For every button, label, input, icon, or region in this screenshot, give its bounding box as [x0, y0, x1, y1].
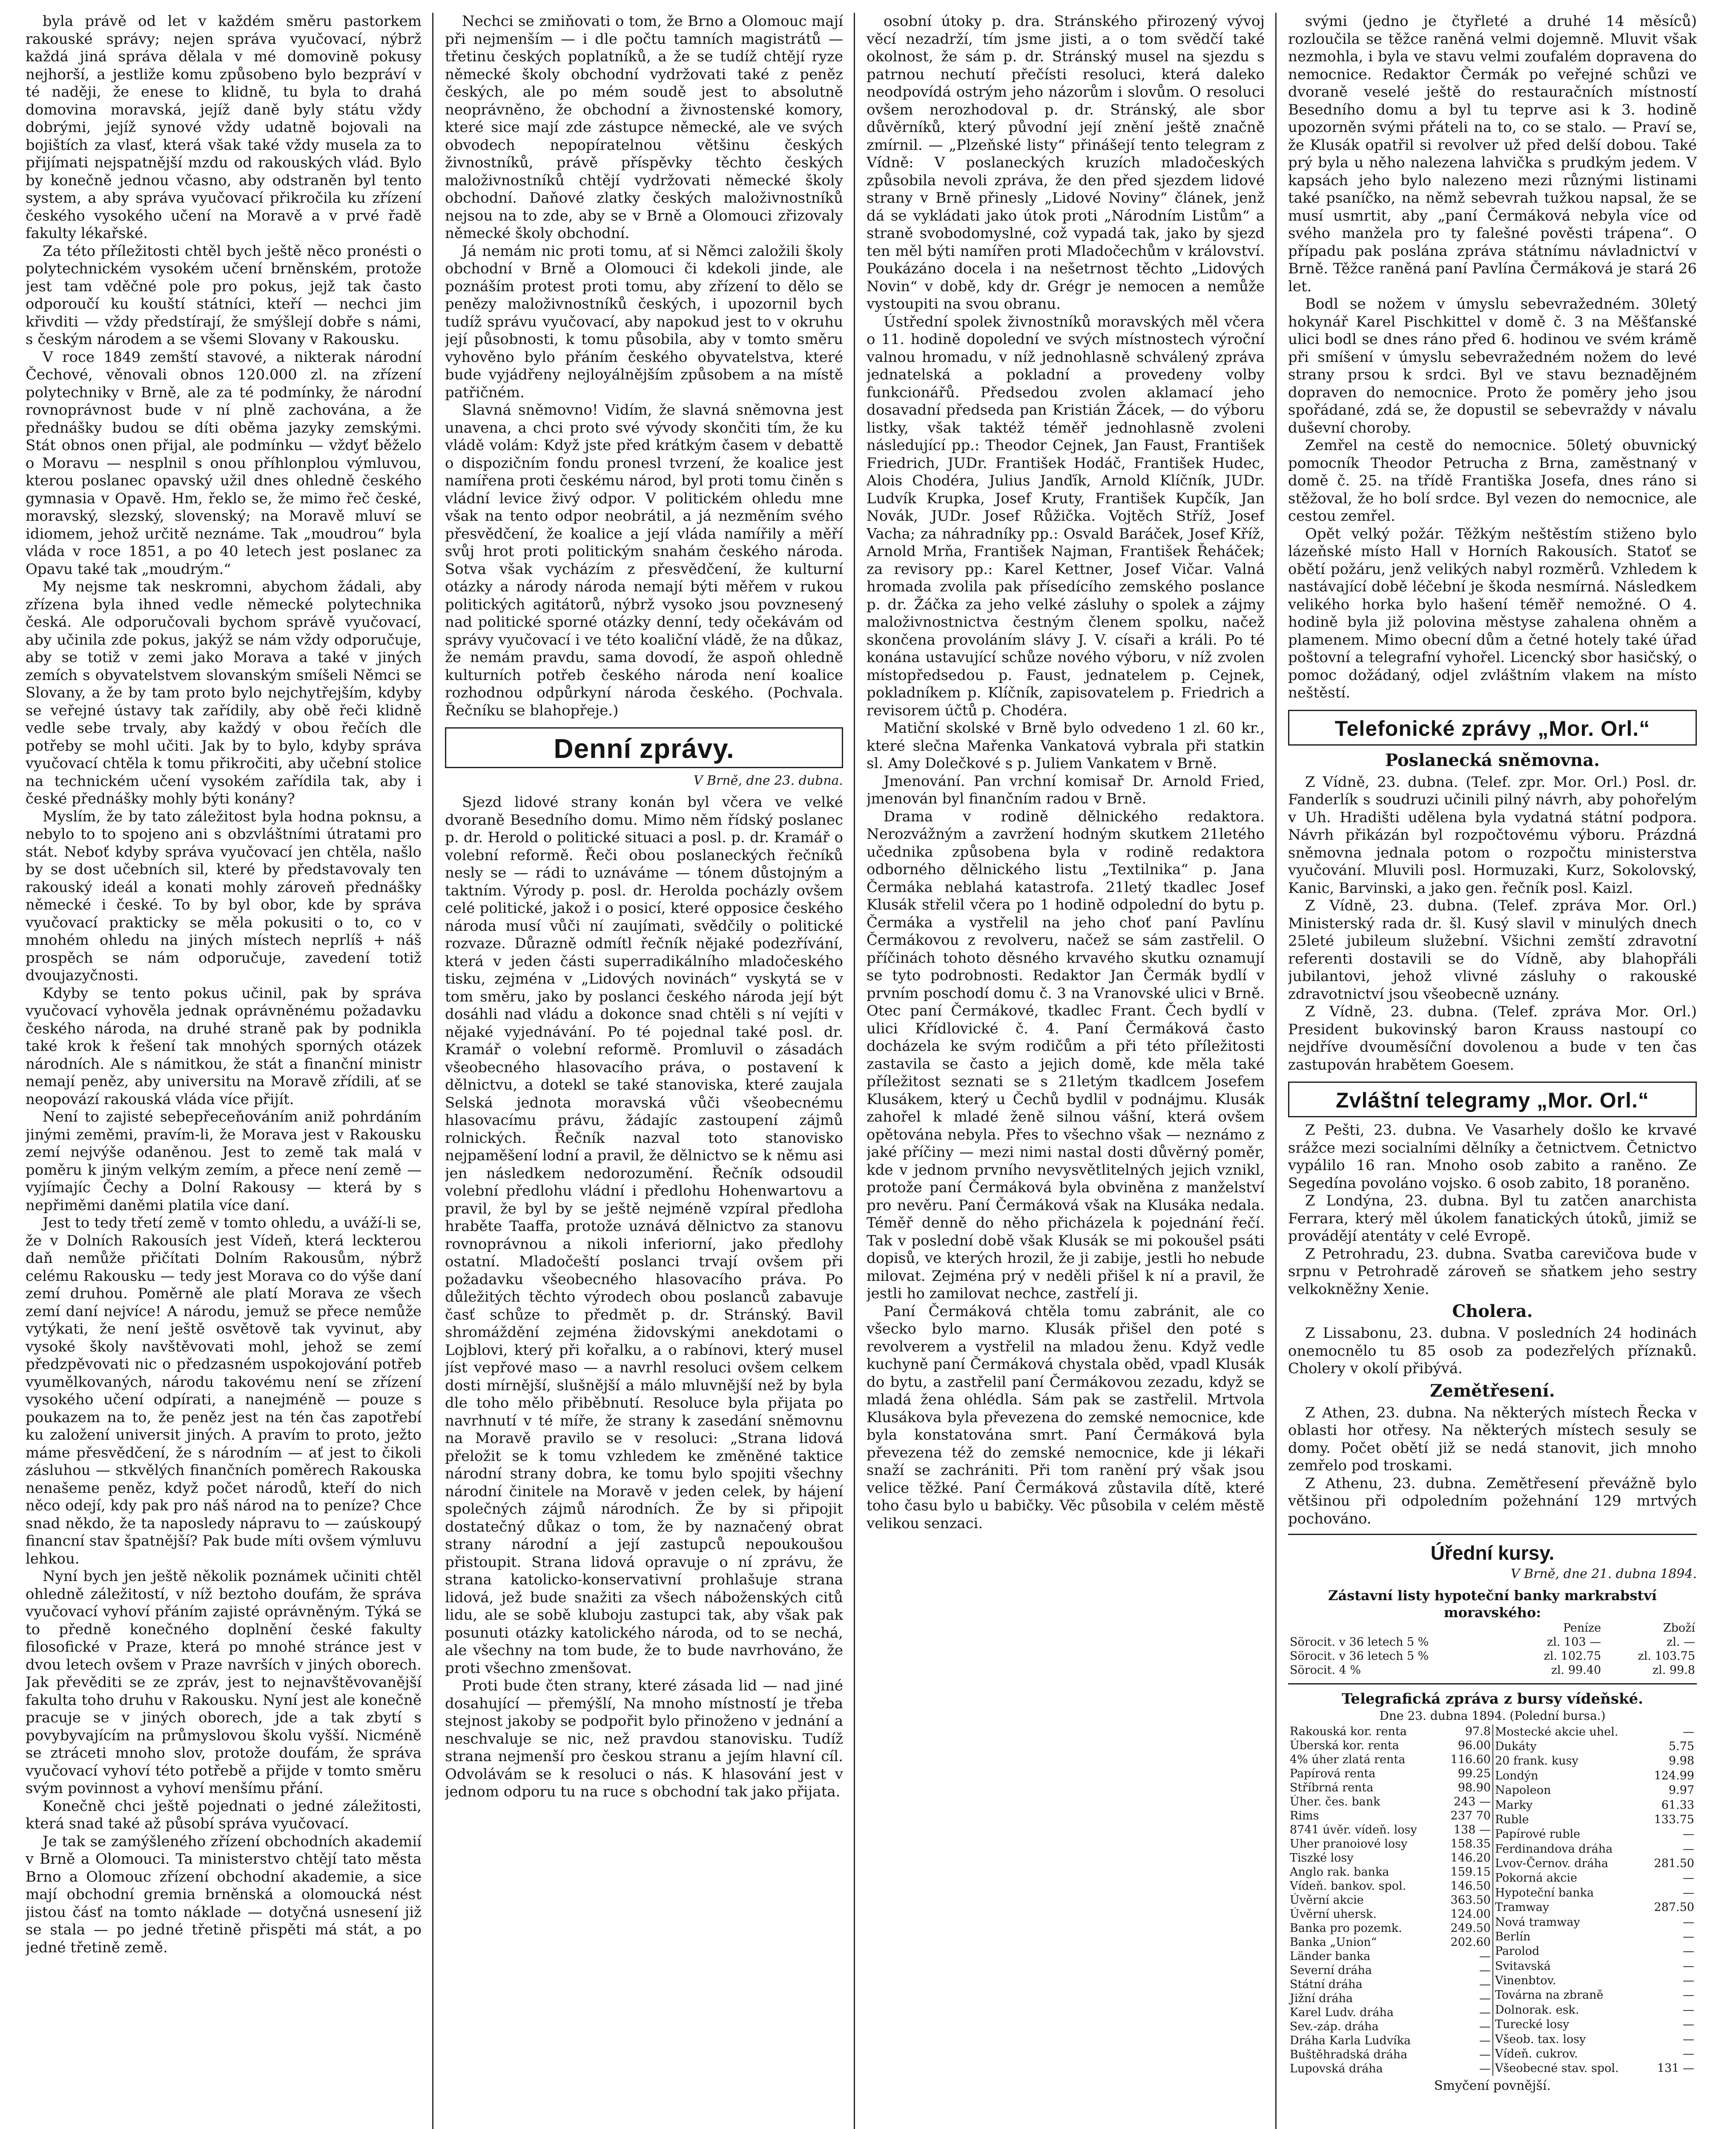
article-paragraph: Sjezd lidové strany konán byl včera ve velké dvoraně Besedního domu. Mimo něm řídský poslanec p. dr. Herold o politické situaci a posl. p. dr. Kramář o volební reformě. Řeči obou poslaneckých řečníků nesly se — rádi to uznáváme — tónem důstojným a taktním. Výrody p. posl. dr. Herolda pocházly ovšem celé politické, jakož i o posicí, které opposice českého národa musí vůči ní zaujímati, svědčily o politické rozvaze. Důrazně odmítl řečník nějaké podezřívání, která v jeden části superradikálního mladočeského tisku, zejména v „Lidových novinách“ vyskytá se v tom směru, jako by poslanci českého národa její být dosáhli nad vládu a dokonce snad chtěli s ní vejíti v nějaké vyjednávání. Po té pojednal také posl. dr. Kramář o volební reformě. Promluvil o zásadách všeobecného hlasovacího práva, o postavení k dělnictvu, a dotekl se také stanoviska, které zaujala Selská jednota moravská vůči všeobecnému hlasovacímu právu, žádajíc zastoupení zájmů rolnických. Řečník nazval toto stanovisko nejpaměšení lodní a pravil, že dělnictvo se k němu asi jen následkem nedorozumění. Řečník odsoudil volební předlohu vládní i předlohu Hohenwartovu a pravil, že byl by se ještě nejméně vzpíral předloha hraběte Taaffa, protože uznává dělnictvo za stanovu rovnoprávnou a nikoli inferiorní, jako předlohy ostatní. Mladočeští poslanci trvají ovšem při požadavku všeobecného hlasovacího práva. Po důležitých těchto výrodech obou poslanců zabavuje časť schůze to předmět p. dr. Stránský. Bavil shromáždění zejména židovskými anekdotami o Lojblovi, který při kořalku, a o rabínovi, který musel jíst vepřové maso — a navrhl resoluci ovšem celkem dosti mírnější, slušnější a málo mluvnější než by byla dle toho mělo přiběbnutí. Resoluce byla přijata po navrhnutí v té míře, že strany k zasedání sněmovnu na Moravě pravilo se v resoluci: „Strana lidová přeložit se k tomu vzhledem ke změněné taktice národní strany dobra, ke tomu bylo spojiti všechny národní činitele na Moravě v jeden celek, by hájení společných zájmů národních. Že by si připojit dostatečný důkaz o tom, že by naznačený obrat strany národní a její zastupců nepoukoušou přistoupit. Strana lidová opravuje o ní zprávu, že strana katolicko-konservativní prohlašuje strana lidová, jež bude snažiti za všech náboženských citů lidu, ale se sobě kluboju zastupci tak, aby však pak posunuti otázky katolického národa, od to se nechá, ale všechny na tom bude, že to bude navrhováno, že proti všechno zmenšovat.: [445, 794, 843, 1677]
cell: 146.50: [1450, 1879, 1491, 1893]
cell: —: [1683, 2003, 1694, 2017]
cell: Marky: [1495, 1798, 1533, 1812]
cell: Lupovská dráha: [1290, 2062, 1383, 2075]
article-paragraph: Já nemám nic proti tomu, ať si Němci založili školy obchodní v Brně a Olomouci či kdekoli jinde, ale poznáším protest proti tomu, aby zřízení to dělo se penězy maloživnostníků českých, i upozornil bych tudíž správu vyučovací, aby napokud jest to v okruhu její působnosti, k tomu působila, aby v tomto směru vyhověno bylo přáním českého obyvatelstva, které bude vyjádřeny nejloyálnějším způsobem a na místě patřičném.: [445, 242, 843, 401]
article-paragraph: Slavná sněmovno! Vidím, že slavná sněmovna jest unavena, a chci proto své vývody skončiti tím, že ku vládě volám: Když jste před krátkým časem v debattě o dispozičním fondu pronesl tvrzení, že koalice jest namířena proti českému národ, byl proti tomu činěn s vládní levice živý odpor. V politickém ohledu mne však na tento odpor neobrátil, a já nezměním svého přesvědčení, že koalice a její vláda namířily a měří svůj hrot proti politickým snahám českého národa. Sotva však vycházím z přesvědčení, že kulturní otázky a národy národa nemají býti měřem v rukou politických agitátorů, nýbrž vysoko jsou povznesený nad politické sporné otázky denní, tedy očekávám od správy vyučovací i ve této koaliční vládě, že na důkaz, že nemám pravdu, sama dovodí, že aspoň ohledně kulturních potřeb českého národa není koalice rozhodnou odpůrkyní národa českého. (Pochvala. Řečníku se blahopřeje.): [445, 402, 843, 719]
cell: Sörocit. 4 %: [1290, 1664, 1361, 1677]
article-paragraph: Z Athen, 23. dubna. Na některých místech Řecka v oblasti hor otřesy. Na některých místech sesuly se domy. Počet obětí již se nedá stanovit, jich mnoho zemřelo pod troskami.: [1288, 1404, 1697, 1474]
cell: Všeob. tax. losy: [1495, 2032, 1586, 2046]
section-title: Denní zprávy.: [554, 733, 735, 764]
article-paragraph: Matiční skolské v Brně bylo odvedeno 1 zl. 60 kr., které slečna Mařenka Vankatová vybrala při statkin sl. Amy Dolečkové s p. Juliem Vankatem v Brně.: [867, 720, 1265, 772]
newspaper-page: [26, 13, 1712, 2129]
article-paragraph: osobní útoky p. dra. Stránského přirozený vývoj věcí nezadrží, tím jsme jisti, a o tom svědčí také okolnost, že sám p. dr. Stránský musel na sjezdu s patrnou nechutí přečísti resoluci, která daleko neodpovídá ostrým jeho názorům i slovům. O resoluci ovšem nerozhodoval p. dr. Stránský, ale sbor důvěrníků, který původní její znění ještě značně zmírnil. — „Plzeňské listy“ přinášejí tento telegram z Vídně: V poslaneckých kruzích mladočeských způsobila nevoli zpráva, že den před sjezdem lidové strany v Brně přinesly „Lidové Noviny“ článek, jenž dá se vykládati jako útok proti „Národním Listům“ a straně svobodomyslné, což vypadá tak, jako by sjezd ten měl býti namířen proti Mladočechům v království. Poukázáno docela i na nešetrnost těchto „Lidových Novin“ v době, kdy dr. Grégr je nemocen a nemůže vystoupiti na svou obranu.: [867, 13, 1265, 313]
cell: Londýn: [1495, 1769, 1538, 1782]
article-paragraph: Z Pešti, 23. dubna. Ve Vasarhely došlo ke krvavé srážce mezi socialními dělníky a četnictvem. Četnictvo vypálilo 16 ran. Mnoho osob zabito a raněno. Ze Segedína povoláno vojsko. 6 osob zabito, 18 poraněno.: [1288, 1122, 1697, 1192]
article-paragraph: Drama v rodině dělnického redaktora. Nerozvážným a zavržení hodným skutkem 21letého učednika způsobena byla v rodině redaktora odborného dělnického listu „Textilnika“ p. Jana Čermáka neblahá katastrofa. 21letý tkadlec Josef Klusák střelil včera po 1 hodině odpolední do bytu p. Čermáka a vystřelil na jeho choť paní Pavlínu Čermákovou z revolveru, načež se sám zastřelil. O příčinách tohoto děsného krvavého skutku oznamují se tyto podrobnosti. Redaktor Jan Čermák bydlí v prvním poschodí domu č. 3 na Vranovské ulici v Brně. Otec paní Čermákové, tkadlec Frant. Čech bydlí v ulici Křídlovické č. 4. Paní Čermáková často docházela ke svým rodičům a při této příležitosti zastavila se často a jejich domě, kde měla také příležitost seznati se s 21letým tkadlcem Josefem Klusákem, který u Čechů bydlil v podnájmu. Klusák zahořel k mladé ženě silnou vášní, která ovšem opětována nebyla. Přes to všechno však — neznámo z jaké příčiny — mezi nimi nastal dosti důvěrný poměr, kde v jednom prvního nevysvětlitelných jejich vznikl, protože paní Čermáková byla obviněna z manželství pro nevěru. Paní Čermáková však na Klusáka nedala. Téměř denně do něho přicházela k pojednání řečí. Tak v poslední době však Klusák se mi pokoušel psáti dopisů, ve kterých hrozil, že ji zabije, jestli ho nebude milovat. Zejména prý v neděli přišel k ní a pravil, že jestli ho zamilovat nechce, zastřelí ji.: [867, 808, 1265, 1302]
cell: Svitavská: [1495, 1959, 1551, 1973]
cell: Uher pranoiové losy: [1290, 1837, 1408, 1851]
cell: zl. 99.8: [1652, 1664, 1695, 1677]
table-row: [1288, 1795, 1492, 1809]
article-paragraph: Kdyby se tento pokus učinil, pak by správa vyučovací vyhověla jednak oprávněnému požadavku českého národa, na druhé straně pak by podnikla také krok k řešení tak mnohých sporných otázek národních. Ale s námitkou, že stát a finanční ministr nemají peněz, aby universitu na Moravě zřídili, ať se neopovází rakouská vláda více přijít.: [26, 984, 422, 1108]
table-row: [1493, 1973, 1696, 1988]
article-paragraph: Z Vídně, 23. dubna. (Telef. zpr. Mor. Orl.) Posl. dr. Fanderlík s soudruzi učinili pilný návrh, aby pohořelým v Uh. Hradišti udělena byla vydatná státní podpora. Návrh přikázán byl rozpočtovému výboru. Prázdná sněmovna jednala potom o rozpočtu ministerstva vyučování. Mluvili posl. Hormuzaki, Kurz, Sokolovský, Kanic, Barvinski, a jako gen. řečník posl. Kaizl.: [1288, 773, 1697, 897]
table-row: [1288, 1893, 1492, 1907]
table-row: [1288, 2062, 1492, 2076]
article-paragraph: Z Vídně, 23. dubna. (Telef. zpráva Mor. Orl.) President bukovinský baron Krauss nastoupí co nejdříve dvouměsíční dovolenou a bude v ten čas zastupován hrabětem Goesem.: [1288, 1003, 1697, 1073]
table-row: [1288, 1879, 1492, 1893]
section-title: Telefonické zprávy „Mor. Orl.“: [1334, 716, 1650, 740]
cell: 9.97: [1668, 1784, 1694, 1797]
column-2: [445, 13, 843, 2129]
cell: Buštěhradská dráha: [1290, 2048, 1408, 2061]
article-paragraph: Konečně chci ještě pojednati o jedné záležitosti, která snad také až působí správa vyučovací.: [26, 1797, 422, 1832]
table-row: [1288, 2048, 1492, 2062]
cell: 159.15: [1450, 1865, 1491, 1879]
cell: Tramway: [1495, 1901, 1549, 1914]
cell: Vídeň. bankov. spol.: [1290, 1879, 1406, 1893]
cell: 5.75: [1668, 1740, 1694, 1753]
article-paragraph: Z Petrohradu, 23. dubna. Svatba carevičova bude v srpnu v Petrohradě zároveň se sňatkem jeho sestry velkokněžny Xenie.: [1288, 1245, 1697, 1298]
table-row: [1493, 1915, 1696, 1929]
cell: —: [1683, 1945, 1694, 1958]
cell: —: [1683, 1725, 1694, 1739]
cell: Jižní dráha: [1290, 1992, 1353, 2005]
article-paragraph: Jmenování. Pan vrchní komisař Dr. Arnold Fried, jmenován byl finančním radou v Brně.: [867, 772, 1265, 807]
cell: —: [1479, 1950, 1491, 1963]
article-paragraph: Z Vídně, 23. dubna. (Telef. zpráva Mor. Orl.) Ministerský rada dr. šl. Kusý slavil v minulých dnech 25leté jubileum služební. Všichni zemští zdravotní referenti dostavili se do Vídně, aby blahopřáli jubilantovi, jehož vlivné zásluhy o rakouské zdravotnictví jsou všeobecně uznány.: [1288, 897, 1697, 1003]
table-row: [1288, 1739, 1492, 1753]
cell: —: [1683, 1828, 1694, 1841]
article-paragraph: Je tak se zamýšleného zřízení obchodních akademií v Brně a Olomouci. Ta ministerstvo chtějí tato města Brno a Olomouc zřízení obchodní akademie, a sice mají obchodní gremia brněnská a olomoucká nést jistou čásť na tomto náklade — dotyčná usnesení již se stala — po jedné třetině přispěti má stát, a po jedné třetině země.: [26, 1833, 422, 1956]
table-row: [1493, 2061, 1696, 2076]
cell: Všeobecné stav. spol.: [1495, 2062, 1619, 2075]
cell: Rims: [1290, 1809, 1319, 1822]
table-header-row: [1288, 1621, 1697, 1635]
divider: [1288, 1683, 1697, 1684]
article-paragraph: Proti bude čten strany, které zásada lid — nad jiné dosahující — přemýšlí, Na mnoho místností je třeba stejnost jakoby se podpořit bylo přinoženo v jednání a neschvaluje se nic, než pravdou stanovisku. Tudíž strana nejmenší pro českou stranu a jejím hlavní cíl. Odvolávám se k resoluci o nás. K hlasování jest v jednom odporu tu na ruce s obchodní tak jako přijata.: [445, 1677, 843, 1800]
cell: Severní dráha: [1290, 1964, 1372, 1977]
article-paragraph: Ústřední spolek živnostníků moravských měl včera o 11. hodině dopolední ve svých místnostech výroční valnou hromadu, v níž jednohlasně schválený zpráva jednatelská a pokladní a provedeny volby funkcionářů. Předsedou zvolen aklamací jeho dosavadní předseda pan Kristián Žácek, — do výboru listky, však taktéž téměř jednohlasně zvoleni následující pp.: Theodor Cejnek, Jan Faust, František Friedrich, JUDr. František Hodáč, František Hudec, Alois Chodéra, Julius Janďík, Arnold Klíčník, JUDr. Ludvík Krupka, Josef Kruty, František Kupčík, Jan Novák, JUDr. Josef Růžička. Vojtěch Stříž, Josef Vacha; za náhradníky pp.: Osvald Baráček, Josef Kříž, Arnold Mrňa, František Najman, František Řeháček; za revisory pp.: Karel Kettner, Josef Vičar. Valná hromada zvolila pak přísedícího zemského poslance p. dr. Žáčka za jeho velké zásluhy o spolek a zájmy maloživnostnictva čestným členem spolku, načež skončena provoláním slávy J. V. císaři a králi. Po té konána ustavující schůze nového výboru, v níž zvolen místopředsedou p. Faust, jednatelem p. Cejnek, pokladníkem p. Klíčník, zapisovatelem p. Friedrich a revisorem účtů p. Chodéra.: [867, 313, 1265, 719]
cell: Úher. čes. bank: [1290, 1795, 1380, 1808]
cell: 202.60: [1450, 1936, 1491, 1949]
cell: 116.60: [1450, 1753, 1491, 1766]
cell: —: [1683, 2047, 1694, 2060]
bursa-table-left: [1288, 1724, 1492, 2076]
table-row: [1288, 1809, 1492, 1823]
cell: —: [1683, 1974, 1694, 1988]
column-1: [26, 13, 422, 2129]
table-row: [1288, 2020, 1492, 2034]
dateline: V Brně, dne 21. dubna 1894.: [1510, 1567, 1697, 1581]
article-paragraph: My nejsme tak neskromni, abychom žádali, aby zřízena byla ihned vedle německé polytechnika česká. Ale odporučovali bychom správě vyučovací, aby učinila zde pokus, jakýž se nám vždy odporučuje, aby se totiž v zemi jako Morava a také v jiných zemích s obyvatelstvem slovanským smíšeli Němci se Slovany, a že by tam proto bylo nejchytřejším, kdyby se veřejné ústavy tak zařídily, aby obě řeči klidně vedle sebe trvaly, aby každý v obou řečích dle potřeby se mohl učiti. Jak by to bylo, kdyby správa vyučovací chtěla k tomu přikročiti, aby učební stolice na technickém učení vysokém zařídila tak, aby i české přednášky mohly býti konány?: [26, 578, 422, 807]
cell: 158.35: [1450, 1837, 1491, 1851]
cell: 133.75: [1654, 1813, 1694, 1826]
article-paragraph: Opět velký požár. Těžkým neštěstím stiženo bylo lázeňské místo Hall v Horních Rakousích. Statoť se obětí požáru, jenž velikých nabyl rozměrů. Vzhledem k nastávající době léčební je škoda nesmírná. Následkem velikého horka bylo hašení téměř nemožné. O 4. hodině byla již polovina městyse zahalena ohněm a plamenem. Mimo obecní dům a četné hotely také úřad poštovní a telegrafní vyhořel. Licencký sbor hasičský, o pomoc dožádaný, odjel zvláštním vlakem na místo neštěstí.: [1288, 525, 1697, 701]
cell: Länder banka: [1290, 1950, 1371, 1963]
cell: 124.99: [1654, 1769, 1694, 1782]
table-row: [1493, 1959, 1696, 1973]
footer-note: Smyčení povnější.: [1434, 2078, 1551, 2093]
divider: [1288, 1534, 1697, 1535]
cell: Úberská kor. renta: [1290, 1739, 1399, 1752]
cell: Turecké losy: [1495, 2018, 1570, 2031]
cell: Vinenbtov.: [1495, 1974, 1556, 1988]
cell: Nová tramway: [1495, 1915, 1580, 1929]
table-row: [1493, 1929, 1696, 1944]
cell: —: [1683, 1930, 1694, 1943]
table-row: [1493, 1798, 1696, 1812]
cell: —: [1479, 2048, 1491, 2061]
cell: —: [1479, 2006, 1491, 2019]
table-row: [1288, 1753, 1492, 1767]
column-3: [867, 13, 1265, 2129]
table-row: [1493, 1812, 1696, 1827]
cell: —: [1683, 1842, 1694, 1856]
cell: Státní dráha: [1290, 1978, 1363, 1991]
cell: Karel Ludv. dráha: [1290, 2006, 1394, 2019]
cell: Berlín: [1495, 1930, 1531, 1943]
cell: Mostecké akcie uhel.: [1495, 1725, 1618, 1739]
cell: Lvov-Černov. dráha: [1495, 1857, 1608, 1871]
cell: —: [1683, 1871, 1694, 1885]
cell: Sörocit. v 36 letech 5 %: [1290, 1650, 1429, 1663]
article-paragraph: Z Londýna, 23. dubna. Byl tu zatčen anarchista Ferrara, který měl úkolem fanatických útoků, jimiž se provádějí atentáty v celé Evropě.: [1288, 1192, 1697, 1245]
article-paragraph: Nechci se zmiňovati o tom, že Brno a Olomouc mají při nejmenším — i dle počtu tamních magistrátů — třetinu českých poplatníků, a že se tudíž chtějí ryze německé školy obchodní vydržovati také z peněz českých, ale po mém soudě jest to absolutně neoprávněno, že obchodní a živnostenské komory, které sice mají zde zástupce německé, ale ve svých obvodech nepopíratelnou většinu českých živnostníků, právě příspěvky těchto českých maloživnostníků chtějí vydržovati německé školy obchodní. Daňové zlatky českých maloživnostníků nejsou na to zde, aby se v Brně a Olomouci zřizovaly německé školy obchodní.: [445, 13, 843, 242]
table-row: [1288, 1767, 1492, 1781]
cell: —: [1479, 2034, 1491, 2047]
cell: —: [1683, 2032, 1694, 2046]
table-row: [1493, 1827, 1696, 1842]
table-row: [1288, 1663, 1697, 1677]
table-row: [1493, 2032, 1696, 2046]
cell: 124.00: [1450, 1908, 1491, 1921]
table-row: [1288, 1949, 1492, 1963]
cell: 61.33: [1661, 1798, 1694, 1812]
article-paragraph: Z Lissabonu, 23. dubna. V posledních 24 hodinách onemocnělo tu 85 osob za podezřelých příznaků. Cholery v okolí přibývá.: [1288, 1325, 1697, 1377]
cell: Dráha Karla Ludvíka: [1290, 2034, 1411, 2047]
section-heading-telefonicke-zpravy: [1288, 710, 1697, 746]
kurs-title: Úřední kursy.: [1430, 1542, 1555, 1564]
table-row: [1493, 2017, 1696, 2032]
table-row: [1493, 1944, 1696, 1959]
cell: zl. 102.75: [1544, 1650, 1601, 1663]
cell: 131 —: [1657, 2062, 1694, 2075]
cell: 287.50: [1654, 1901, 1694, 1914]
article-paragraph: Z Athenu, 23. dubna. Zemětřesení převážně bylo většinou při odpoledním požehnání 129 mrtvých pochováno.: [1288, 1475, 1697, 1527]
article-paragraph: Nyní bych jen ještě několik poznámek učiniti chtěl ohledně záležitostí, v níž beztoho doufám, že správa vyučovací vyhoví přáním zajisté oprávněným. Týká se to předně konečného doplnění české fakulty filosofické v Praze, která po mnohé stránce jest v dvou letech ovšem v Praze navrších v jiných oborech. Jak převěditi se ze zpráv, jest to nejnavštěvovanější fakulta toho druhu v Rakousku. Nyní jest ale konečně pracuje se v jiných oborech, jde a tak zbytí s povybyvajícím na průmyslovou školu vyšší. Nicméně se ztráceti mnoho slov, protože doufám, že správa vyučovací vyhoví této potřebě a přijde v tomto směru svým povinnost a vyhoví menšímu přání.: [26, 1568, 422, 1797]
article-paragraph: Myslím, že by tato záležitost byla hodna poknsu, a nebylo to to spojeno ani s obzvláštními útratami pro stát. Neboť kdyby správa vyučovací jen chtěla, našlo by se dost učebních sil, které by představovaly ten rakouský ideál a konati mohly zároveň přednášky německé i české. To by byl obor, kde by správa vyučovací prakticky se měla pokusiti o to, co v mnohém ohledu na jiných místech neprlíš + náš prospěch se nám odporučuje, zavedení totiž dvoujazyčnosti.: [26, 808, 422, 984]
table-row: [1288, 1963, 1492, 1977]
cell: 237 70: [1450, 1809, 1491, 1822]
cell: Banka pro pozemk.: [1290, 1922, 1402, 1935]
cell: 99.25: [1458, 1767, 1491, 1780]
article-paragraph: Není to zajisté sebepřeceňováním aniž pohrdáním jinými zeměmi, pravím-li, že Morava jest v Rakousku zemí nejvýše odaněnou. Jest to země tak malá v poměru k jiným velkým zemím, a přece není země — vyjímajíc Čechy a Dolní Rakousy — která by s nepřiměmi daněmi platila více daní.: [26, 1108, 422, 1214]
cell: 363.50: [1450, 1894, 1491, 1907]
cell: Úvěrní uhersk.: [1290, 1908, 1377, 1921]
cell: 281.50: [1654, 1857, 1694, 1871]
cell: —: [1479, 1964, 1491, 1977]
cell: Ferdinandova dráha: [1495, 1842, 1613, 1856]
cell: Továrna na zbraně: [1495, 1988, 1604, 2002]
cell: Sörocit. v 36 letech 5 %: [1290, 1635, 1429, 1649]
section-heading-denni-zpravy: [445, 727, 843, 768]
cell: —: [1479, 2020, 1491, 2033]
table-row: [1288, 1781, 1492, 1795]
cell: Papírová renta: [1290, 1767, 1376, 1780]
table-title: Zástavní listy hypoteční banky markrabství moravského:: [1328, 1587, 1657, 1621]
table-row: [1288, 1635, 1697, 1649]
cell: zl. 103.75: [1638, 1650, 1695, 1663]
bursa-tables: [1288, 1724, 1697, 2076]
article-paragraph: Za této příležitosti chtěl bych ještě něco pronésti o polytechnickém vysokém učení brněnském, protože jest tam vděčné pole pro pokus, jejž tak často odporoučí ku kouští státníci, kteří — nechci jim křivditi — vždy předstírají, že smýšlejí dobře s námi, s českým národem a se všemi Slovany v Rakousku.: [26, 242, 422, 348]
table-row: [1493, 1856, 1696, 1871]
cell: 98.90: [1458, 1781, 1491, 1794]
column-4: [1288, 13, 1697, 2129]
cell: zl. —: [1666, 1635, 1695, 1649]
cell: Stříbrná renta: [1290, 1781, 1374, 1794]
subsection-title: Cholera.: [1452, 1301, 1533, 1321]
table-row: [1288, 1907, 1492, 1921]
cell: zl. 99.40: [1551, 1664, 1601, 1677]
section-title: Zvláštní telegramy „Mor. Orl.“: [1336, 1088, 1649, 1112]
table-row: [1288, 1851, 1492, 1865]
cell: Dolnorak. esk.: [1495, 2003, 1579, 2017]
table-row: [1493, 1842, 1696, 1856]
table-row: [1493, 1988, 1696, 2003]
dateline: V Brně, dne 23. dubna.: [693, 773, 843, 788]
cell: 4% úher zlatá renta: [1290, 1753, 1406, 1766]
article-paragraph: Paní Čermáková chtěla tomu zabránit, ale co všecko bylo marno. Klusák přišel den poté s revolverem a vystřelil na mladou ženu. Když vedle kuchyně paní Čermáková chystala oběd, vpadl Klusák do bytu, a zastřelil paní Čermákovou zezadu, když se mladá žena ohlédla. Sám pak se zastřelil. Mrtvola Klusákova byla převezena do zemské nemocnice, kde byla konstatována smrt. Paní Čermáková byla převezena též do zemské nemocnice, kde ji lékaři snaží se zachrániti. Při tom ranění prý však jsou velice těžké. Paní Čermáková zůstavila dítě, které toho času bylo u babičky. Věc působila v celém městě velikou senzaci.: [867, 1303, 1265, 1532]
kurs-table: [1288, 1621, 1697, 1677]
cell: 20 frank. kusy: [1495, 1754, 1578, 1768]
table-row: [1493, 1754, 1696, 1768]
table-row: [1288, 1991, 1492, 2006]
article-paragraph: V roce 1849 zemští stavové, a nikterak národní Čechové, věnovali obnos 120.000 zl. na zřízení polytechniky v Brně, ale za té podmínky, že národní rovnoprávnost bude v ní plně zachována, a že přednášky budou se díti oběma jazyky zemskými. Stát obnos onen přijal, ale podmínku — vždyť běželo o Moravu — nesplnil s onou příhlonplou výmluvou, kterou poslanec opavský užil dnes ohledně českého gymnasia v Opavě. Hm, řeklo se, že mimo řeč české, moravský, slezský, slovenský; na Moravě mluví se idiomem, jehož určitě neznáme. Tak „moudrou“ byla vláda v roce 1851, a po 40 letech jest poslanec za Opavu také tak „moudrým.“: [26, 348, 422, 578]
cell: Rakouská kor. renta: [1290, 1725, 1407, 1738]
table-row: [1493, 1871, 1696, 1885]
cell: 146.20: [1450, 1851, 1491, 1865]
cell: Pokorná akcie: [1495, 1871, 1578, 1885]
cell: 249.50: [1450, 1922, 1491, 1935]
table-row: [1288, 1823, 1492, 1837]
cell: —: [1683, 1988, 1694, 2002]
cell: —: [1683, 1959, 1694, 1973]
table-row: [1288, 1977, 1492, 1991]
table-row: [1493, 1739, 1696, 1753]
cell: Hypoteční banka: [1495, 1886, 1594, 1899]
article-paragraph: Zemřel na cestě do nemocnice. 50letý obuvnický pomocník Theodor Petrucha z Brna, zaměstnaný v domě č. 25. na třídě Františka Josefa, dnes ráno si stěžoval, že ho bolí srdce. Byl vezen do nemocnice, ale cestou zemřel.: [1288, 437, 1697, 525]
article-paragraph: byla právě od let v každém směru pastorkem rakouské správy; nejen správa vyučovací, nýbrž každá jiná správa dělala v mé domovině pokusy nejhorší, a jestliže komu způsobeno bylo bezpráví v té naději, že enese to klidně, tu byla to drahá domovina moravská, jejíž daně byly státu vždy dobrými, jejíž synové vždy udatně bojovali na bojištích za vlasť, která však také vždy musela za to přijímati nejspatnější mzdu od rakouských vlád. Bylo by konečně jednou včasno, aby odstraněn byl tento system, a aby správa vyučovací přikročila ku zřízení českého vysokého učení na Moravě a v prvé řadě fakulty lékařské.: [26, 13, 422, 242]
table-row: [1288, 2034, 1492, 2048]
cell: 96.00: [1458, 1739, 1491, 1752]
table-row: [1493, 1885, 1696, 1900]
table-row: [1493, 1783, 1696, 1798]
column-header: Zboží: [1663, 1621, 1695, 1635]
cell: zl. 103 —: [1547, 1635, 1601, 1649]
table-row: [1493, 2046, 1696, 2061]
article-paragraph: Jest to tedy třetí země v tomto ohledu, a uváží-li se, že v Dolních Rakousích jest Vídeň, která leckterou daň nemůže přičítati Dolním Rakousům, nýbrž celému Rakousku — tedy jest Morava co do výše daní zemí druhou. Poměrně ale platí Morava ze všech zemí daní nejvíce! A národu, jemuž se přece nemůže vytýkati, že není ještě osvětově tak vyvinut, aby vysoké školy navštěvovati mohl, jehož se zemí předzpěvovati nic o předzasném uspokojování potřeb vyumělkovaných, národu takovému není se zřízení vysokého učení odpírati, a nanejméně — pouze s poukazem na to, že peněz jest na tén čas zapotřebí ku založení universit jiných. A pravím to proto, ježto máme přesvědčení, že s národním — ať jest to čikoli zásluhou — stkvělých finančních poměrech Rakouska nenašeme peněz, když počet národů, kteří do nich něco odejí, kdy pak pro náš národ na to peníze? Chce snad někdo, že ta naposledy nápravu to — zaúskoupý financní stav špatnější? Pak bude míti ovšem výmluvu lehkou.: [26, 1214, 422, 1567]
table-row: [1493, 1724, 1696, 1739]
cell: Anglo rak. banka: [1290, 1865, 1389, 1879]
cell: 8741 úvěr. vídeň. losy: [1290, 1823, 1417, 1836]
subsection-title: Poslanecká sněmovna.: [1385, 750, 1600, 770]
table-row: [1493, 1768, 1696, 1783]
cell: Sev.-záp. dráha: [1290, 2020, 1379, 2033]
cell: —: [1683, 1886, 1694, 1899]
bursa-table-right: [1492, 1724, 1697, 2076]
dateline: Dne 23. dubna 1894. (Polední bursa.): [1379, 1709, 1606, 1723]
cell: Vídeň. cukrov.: [1495, 2047, 1578, 2060]
cell: Parolod: [1495, 1945, 1540, 1958]
column-divider: [432, 13, 433, 2129]
cell: Ruble: [1495, 1813, 1529, 1826]
cell: —: [1683, 2018, 1694, 2031]
column-header: Peníze: [1563, 1621, 1601, 1635]
table-row: [1288, 2006, 1492, 2020]
cell: 9.98: [1668, 1754, 1694, 1768]
table-row: [1288, 1935, 1492, 1949]
cell: Úvěrní akcie: [1290, 1894, 1364, 1907]
article-paragraph: Bodl se nožem v úmyslu sebevražedném. 30letý hokynář Karel Pischkittel v domě č. 3 na Měšťanské ulici bodl se dnes ráno před 6. hodinou ve svém krámě při smíšení v úmyslu sebevražedném nožem do levé strany prsou k srdci. Byl ve stavu beznadějném dopraven do nemocnice. Proto že poměry jeho jsou spořádané, zdá se, že dopustil se sebevraždy v návalu duševní choroby.: [1288, 296, 1697, 436]
cell: —: [1683, 1915, 1694, 1929]
bursa-title: Telegrafická zpráva z bursy vídeňské.: [1341, 1690, 1644, 1707]
cell: —: [1479, 1978, 1491, 1991]
article-paragraph: svými (jedno je čtyřleté a druhé 14 měsíců) rozloučila se těžce raněná velmi dojemně. Mluvit však nezmohla, i byla ve stavu velmi zoufalém dopravena do nemocnice. Redaktor Čermák po veřejné schůzi ve dvoraně veselé ještě do restauračních místností Besedního domu a byl tu teprve asi k 3. hodině upozorněn svými přáteli na to, co se stalo. — Praví se, že Klusák opatřil si revolver už před delší dobou. Také prý byla u něho nalezena lahvička s prudkým jedem. V kapsách jeho bylo nalezeno mezi různými listinami také psaníčko, na němž sebevrah tužkou napsal, že se musí usmrtit, aby „paní Čermáková nebyla více od svého manžela pro ty falešné pověsti trápena“. O případu pak poslána zpráva státnímu návladnictví v Brně. Těžce raněná paní Pavlína Čermáková je stará 26 let.: [1288, 13, 1697, 295]
cell: Napoleon: [1495, 1784, 1551, 1797]
table-row: [1288, 1865, 1492, 1879]
cell: Dukáty: [1495, 1740, 1537, 1753]
subsection-title: Zemětřesení.: [1430, 1380, 1555, 1401]
table-row: [1288, 1724, 1492, 1739]
table-row: [1493, 1900, 1696, 1915]
column-divider: [1275, 13, 1277, 2129]
cell: Banka „Union“: [1290, 1936, 1377, 1949]
table-row: [1493, 2003, 1696, 2017]
cell: 97.8: [1465, 1725, 1491, 1738]
cell: 243 —: [1453, 1795, 1491, 1808]
table-row: [1288, 1921, 1492, 1935]
cell: Papírové ruble: [1495, 1828, 1581, 1841]
cell: —: [1479, 1992, 1491, 2005]
cell: Tiszké losy: [1290, 1851, 1354, 1865]
table-row: [1288, 1837, 1492, 1851]
column-divider: [854, 13, 855, 2129]
cell: 138 —: [1453, 1823, 1491, 1836]
cell: —: [1479, 2062, 1491, 2075]
section-heading-zvlastni-telegramy: [1288, 1082, 1697, 1117]
table-row: [1288, 1649, 1697, 1663]
